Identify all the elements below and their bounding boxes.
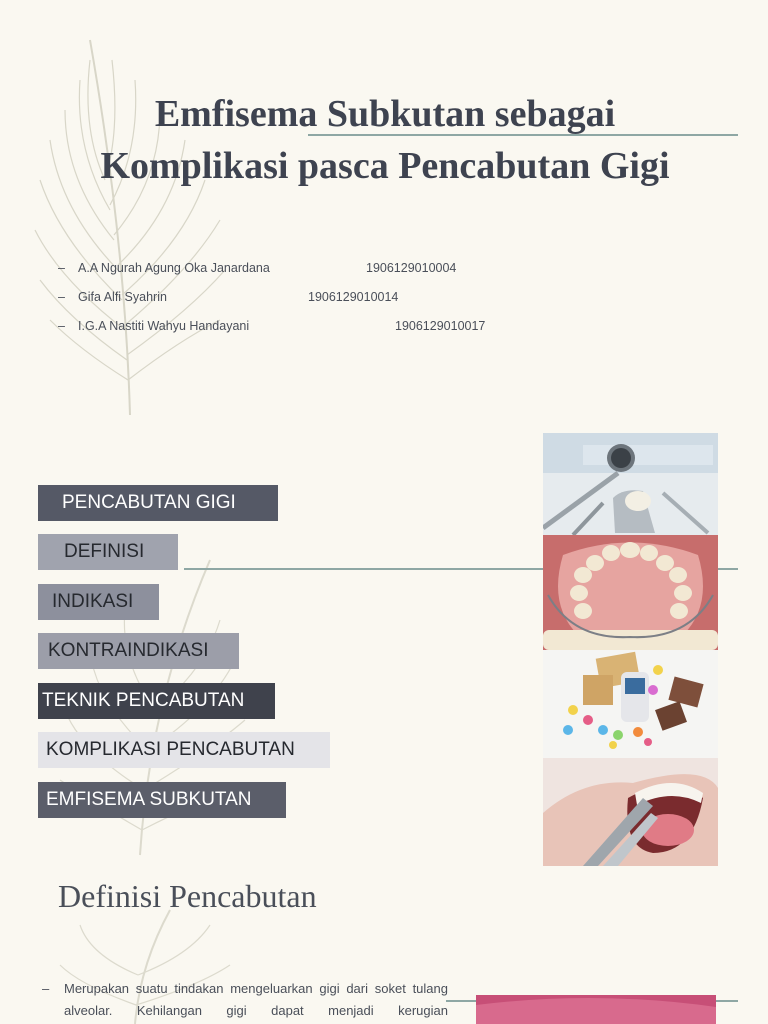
menu-item-indikasi[interactable] [38, 584, 159, 620]
menu-item-label: TEKNIK PENCABUTAN [42, 690, 245, 711]
menu-item-label: EMFISEMA SUBKUTAN [46, 789, 252, 810]
menu-item-teknik-pencabutan[interactable] [38, 683, 275, 719]
bullet-dash: – [58, 319, 65, 333]
menu-item-label: INDIKASI [52, 591, 134, 612]
author-name: A.A Ngurah Agung Oka Janardana [78, 261, 270, 275]
author-name: Gifa Alfi Syahrin [78, 290, 167, 304]
bullet-dash: – [58, 261, 65, 275]
menu-item-pencabutan-gigi[interactable] [38, 485, 278, 521]
menu-item-kontraindikasi[interactable] [38, 633, 239, 669]
snacks-glucometer-photo [543, 650, 718, 758]
author-nim: 1906129010004 [366, 261, 457, 275]
menu-item-definisi[interactable] [38, 534, 178, 570]
slide-title [40, 88, 730, 192]
author-nim: 1906129010014 [308, 290, 399, 304]
bullet-dash: – [42, 981, 50, 996]
menu-item-emfisema-subkutan[interactable] [38, 782, 286, 818]
pink-photo [476, 995, 716, 1024]
title-line-1: Emfisema Subkutan sebagai [154, 93, 616, 135]
menu-item-komplikasi-pencabutan[interactable] [38, 732, 330, 768]
section-body [42, 978, 448, 1022]
author-name: I.G.A Nastiti Wahyu Handayani [78, 319, 250, 333]
dental-tools-photo [543, 433, 718, 535]
teeth-arch-photo [543, 535, 718, 650]
feather-decoration-icon [20, 20, 240, 420]
bullet-dash: – [58, 290, 65, 304]
tooth-extraction-photo [543, 758, 718, 866]
menu-item-label: DEFINISI [64, 541, 145, 562]
menu-item-label: PENCABUTAN GIGI [62, 492, 236, 513]
section-title: Definisi Pencabutan [58, 878, 317, 914]
title-line-2: Komplikasi pasca Pencabutan Gigi [100, 145, 670, 187]
menu-item-label: KOMPLIKASI PENCABUTAN [46, 739, 295, 760]
section-paragraph: Merupakan suatu tindakan mengeluarkan gigi dari soket tulang alveolar. Kehilangan gigi dapat menjadi kerugian [64, 981, 448, 1018]
menu-item-label: KONTRAINDIKASI [48, 640, 209, 661]
author-nim: 1906129010017 [395, 319, 486, 333]
